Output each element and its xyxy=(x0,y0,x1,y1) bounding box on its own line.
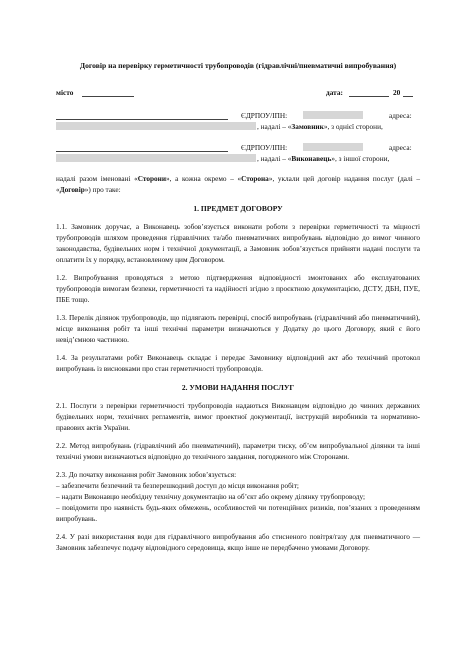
customer-role-text: , надалі – «Замовник», з однієї сторони, xyxy=(257,122,383,131)
date-label: дата: xyxy=(326,88,343,97)
customer-edrpou-label: ЄДРПОУ/ІПН: xyxy=(241,111,288,120)
section-2-heading: 2. УМОВИ НАДАННЯ ПОСЛУГ xyxy=(181,383,295,392)
customer-address-field xyxy=(56,122,256,130)
parties-together-paragraph: надалі разом іменовані «Сторони», а кожна окремо – «Сторона», уклали цей договір надання послуг (далі – «Договір») про таке: xyxy=(56,175,420,194)
clause-1-3: 1.3. Перелік ділянок трубопроводів, що підлягають перевірці, спосіб випробувань (гідравлічний або пневматичний), місце виконання робіт та інші технічні параметри визначаються у Додатку до цього Договору, який є його невід’ємною частиною. xyxy=(56,314,420,344)
clause-1-4: 1.4. За результатами робіт Виконавець складає і передає Замовнику відповідний акт або технічний протокол випробувань із висновками про стан герметичності трубопроводів. xyxy=(56,354,420,373)
document-title: Договір на перевірку герметичності трубопроводів (гідравлічні/пневматичні випробування) xyxy=(79,61,397,70)
clause-2-3-item-c: – повідомити про наявність будь-яких обмежень, особливостей чи потенційних ризиків, пов’язаних з проведенням випробувань. xyxy=(56,504,420,523)
customer-address-label: адреса: xyxy=(389,111,412,120)
clause-1-1: 1.1. Замовник доручає, а Виконавець зобов’язується виконати роботи з перевірки герметичності та міцності трубопроводів шляхом проведення гідравлічних та/або пневматичних випробувань відповідно до вимог чинного законодавства, будівельних норм і технічної документації, а Замовник зобов’язується прийняти надані послуги та оплатити їх у порядку, встановленому цим Договором. xyxy=(56,223,420,264)
customer-line-2 xyxy=(56,121,420,132)
clause-2-3 xyxy=(56,470,420,525)
customer-line-1 xyxy=(56,110,420,121)
customer-name-blank xyxy=(56,110,228,120)
city-date-row xyxy=(56,87,420,98)
clause-2-1: 2.1. Послуги з перевірки герметичності трубопроводів надаються Виконавцем відповідно до чинних державних будівельних норм, технічних регламентів, вимог проектної документації, інструкцій виробників та нормативно-правових актів України. xyxy=(56,402,420,432)
contractor-address-field xyxy=(56,154,256,162)
customer-edrpou-field xyxy=(303,111,363,119)
contractor-edrpou-label: ЄДРПОУ/ІПН: xyxy=(241,143,288,152)
clause-2-2: 2.2. Метод випробувань (гідравлічний або пневматичний), параметри тиску, об’єм випробувальної ділянки та інші технічні умови визначаються відповідно до технічного завдання, погодженого між Сторонами. xyxy=(56,442,420,461)
contractor-line-2 xyxy=(56,153,420,164)
clause-2-3-item-a: – забезпечити безпечний та безперешкодний доступ до місця виконання робіт; xyxy=(56,482,299,490)
section-1-heading: 1. ПРЕДМЕТ ДОГОВОРУ xyxy=(193,204,283,213)
contractor-role-text: , надалі – «Виконавець», з іншої сторони, xyxy=(257,154,390,163)
city-label: місто xyxy=(56,88,74,97)
clause-1-2: 1.2. Випробування проводяться з метою підтвердження відповідності змонтованих або експлуатованих трубопроводів вимогам безпеки, герметичності та надійності згідно з проєктною документацією, ДСТУ, ДБН, ПУЕ, ПБЕ тощо. xyxy=(56,274,420,304)
contractor-line-1 xyxy=(56,142,420,153)
contractor-address-label: адреса: xyxy=(389,143,412,152)
contractor-edrpou-field xyxy=(303,143,363,151)
city-blank xyxy=(82,87,134,97)
clause-2-4: 2.4. У разі використання води для гідравлічного випробування або стисненого повітря/газу для пневматичного — Замовник забезпечує подачу відповідного середовища, якщо інше не передбачено умовами Договору. xyxy=(56,533,420,552)
year-prefix: 20 xyxy=(393,88,401,97)
clause-2-3-intro: 2.3. До початку виконання робіт Замовник зобов’язується: xyxy=(56,471,237,479)
clause-2-3-item-b: – надати Виконавцю необхідну технічну документацію на об’єкт або окрему ділянку трубопроводу; xyxy=(56,493,366,501)
date-blank xyxy=(349,87,389,97)
contractor-name-blank xyxy=(56,142,228,152)
year-blank xyxy=(403,87,413,97)
